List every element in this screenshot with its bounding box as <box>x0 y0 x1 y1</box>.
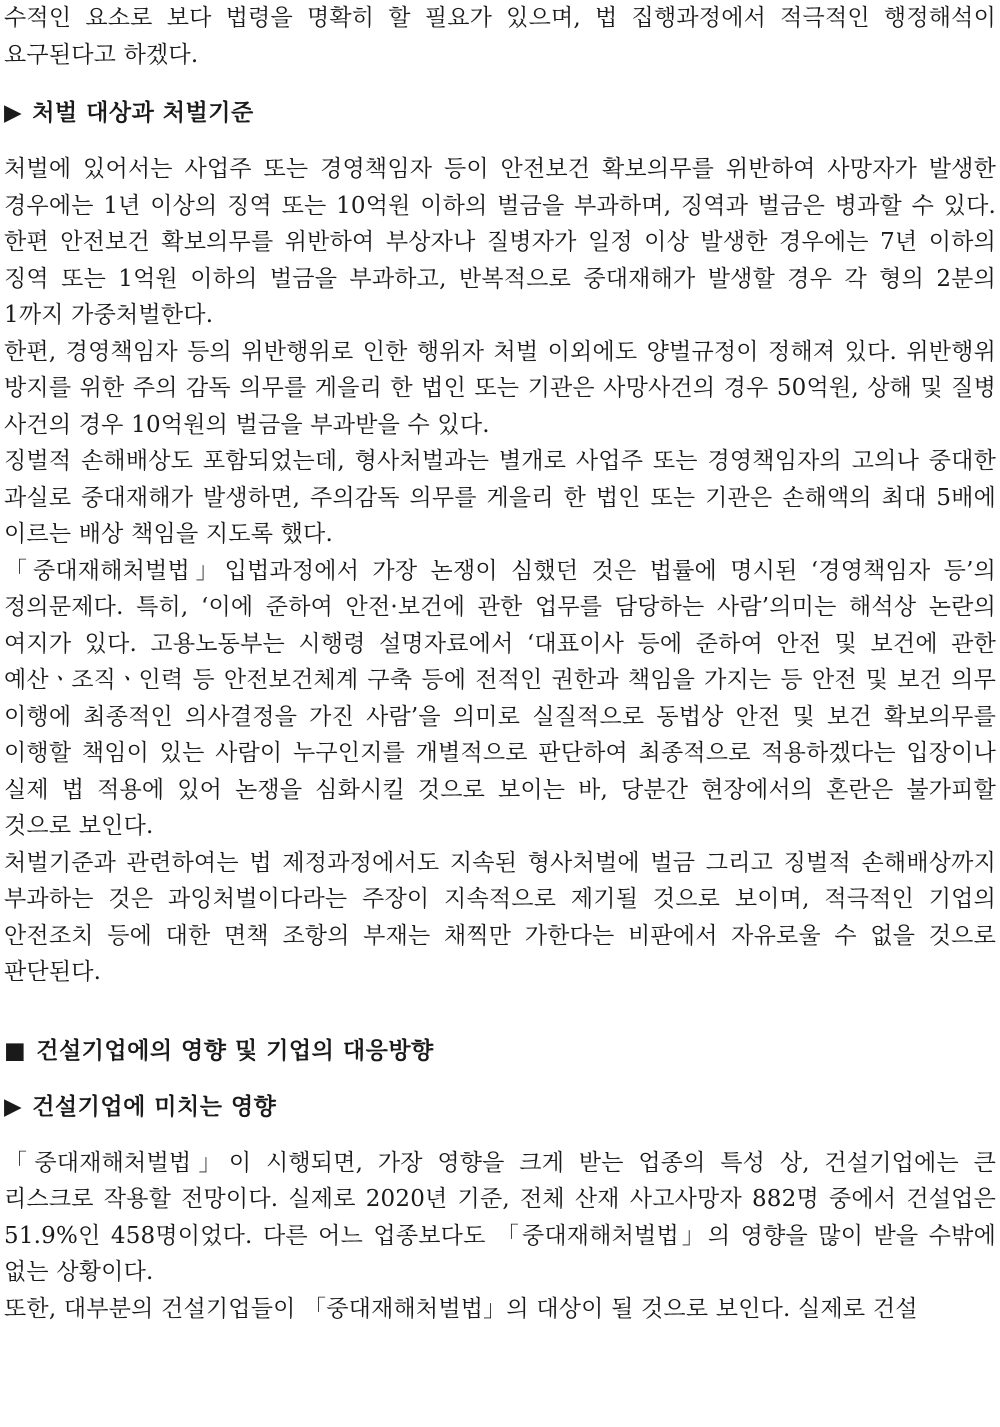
subsection-heading-construction <box>4 1089 996 1125</box>
section-heading-punishment <box>4 95 996 131</box>
square-bullet-icon: ■ <box>4 1037 27 1064</box>
triangle-bullet-icon: ▶ <box>4 1093 23 1120</box>
subsection-heading-text: 건설기업에 미치는 영향 <box>32 1093 277 1120</box>
body-paragraph: 「중대재해처벌법」이 시행되면, 가장 영향을 크게 받는 업종의 특성 상, 건설기업에는 큰 리스크로 작용할 전망이다. 실제로 2020년 기준, 전체 산재 사고사망자 882명 중에서 건설업은 51.9%인 458명이었다. 다른 어느 업종보다도 「중대재해처벌법」의 영향을 많이 받을 수밖에 없는 상황이다. <box>4 1149 996 1285</box>
section-heading-text: 처벌 대상과 처벌기준 <box>32 100 254 126</box>
section-heading-impact <box>4 1033 996 1069</box>
body-paragraph: 처벌기준과 관련하여는 법 제정과정에서도 지속된 형사처벌에 벌금 그리고 징벌적 손해배상까지 부과하는 것은 과잉처벌이다라는 주장이 지속적으로 제기될 것으로 보이며, 적극적인 기업의 안전조치 등에 대한 면책 조항의 부재는 채찍만 가한다는 비판에서 자유로울 수 없을 것으로 판단된다. <box>4 849 996 985</box>
body-paragraph: 한편, 경영책임자 등의 위반행위로 인한 행위자 처벌 이외에도 양벌규정이 정해져 있다. 위반행위 방지를 위한 주의 감독 의무를 게을리 한 법인 또는 기관은 사망사건의 경우 50억원, 상해 및 질병 사건의 경우 10억원의 벌금을 부과받을 수 있다. <box>4 338 996 438</box>
section-heading-text: 건설기업에의 영향 및 기업의 대응방향 <box>36 1037 434 1064</box>
body-paragraph: 징벌적 손해배상도 포함되었는데, 형사처벌과는 별개로 사업주 또는 경영책임자의 고의나 중대한 과실로 중대재해가 발생하면, 주의감독 의무를 게을리 한 법인 또는 기관은 손해액의 최대 5배에 이르는 배상 책임을 지도록 했다. <box>4 448 996 547</box>
triangle-bullet-icon: ▶ <box>4 100 23 126</box>
body-paragraph: 처벌에 있어서는 사업주 또는 경영책임자 등이 안전보건 확보의무를 위반하여 사망자가 발생한 경우에는 1년 이상의 징역 또는 10억원 이하의 벌금을 부과하며, 징역과 벌금은 병과할 수 있다. 한편 안전보건 확보의무를 위반하여 부상자나 질병자가 일정 이상 발생한 경우에는 7년 이하의 징역 또는 1억원 이하의 벌금을 부과하고, 반복적으로 중대재해가 발생할 경우 각 형의 2분의 1까지 가중처벌한다. <box>4 156 996 328</box>
intro-paragraph: 수적인 요소로 보다 법령을 명확히 할 필요가 있으며, 법 집행과정에서 적극적인 행정해석이 요구된다고 하겠다. <box>4 5 996 68</box>
body-paragraph: 또한, 대부분의 건설기업들이 「중대재해처벌법」의 대상이 될 것으로 보인다. 실제로 건설 <box>4 1295 918 1322</box>
body-paragraph: 「중대재해처벌법」입법과정에서 가장 논쟁이 심했던 것은 법률에 명시된 ‘경영책임자 등’의 정의문제다. 특히, ‘이에 준하여 안전·보건에 관한 업무를 담당하는 사람’의미는 해석상 논란의 여지가 있다. 고용노동부는 시행령 설명자료에서 ‘대표이사 등에 준하여 안전 및 보건에 관한 예산ㆍ조직ㆍ인력 등 안전보건체계 구축 등에 전적인 권한과 책임을 가지는 등 안전 및 보건 의무 이행에 최종적인 의사결정을 가진 사람’을 의미로 실질적으로 동법상 안전 및 보건 확보의무를 이행할 책임이 있는 사람이 누구인지를 개별적으로 판단하여 최종적으로 적용하겠다는 입장이나 실제 법 적용에 있어 논쟁을 심화시킬 것으로 보이는 바, 당분간 현장에서의 혼란은 불가피할 것으로 보인다. <box>4 557 996 839</box>
